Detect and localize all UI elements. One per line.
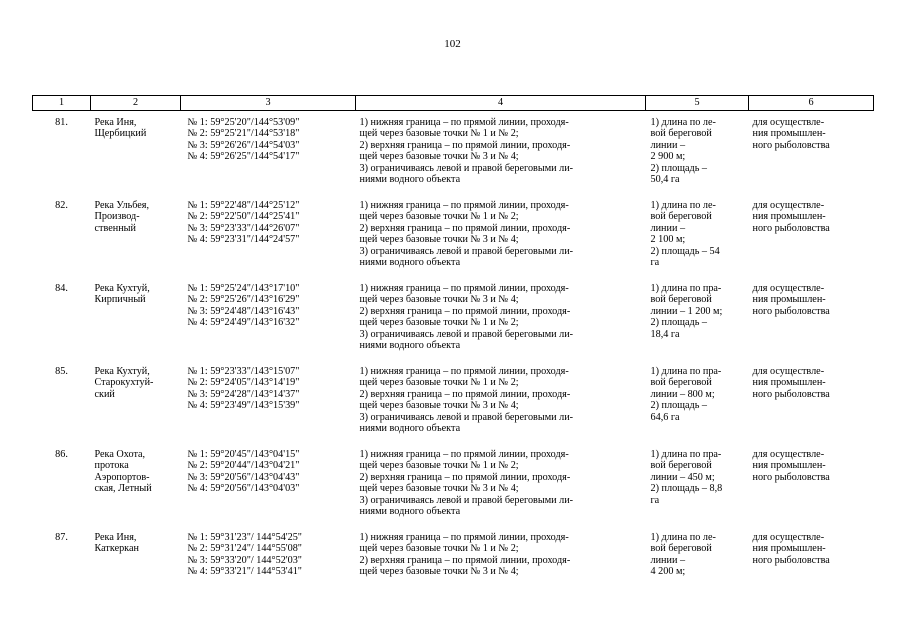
cell-coordinates [181, 526, 356, 592]
cell-boundaries [356, 443, 646, 526]
cell-boundaries [356, 526, 646, 592]
cell-boundaries-line: 3) ограничиваясь левой и правой береговыми ли- [359, 328, 574, 340]
cell-purpose-line: ния промышлен- [752, 460, 826, 472]
cell-length-area-line: 2 100 м; [650, 234, 686, 246]
cell-number: 84. [55, 283, 68, 294]
cell-site-name-line: Река Охота, [94, 449, 146, 460]
cell-length-area-line: линии – 800 м; [650, 388, 715, 400]
cell-coordinates [181, 443, 356, 526]
cell-boundaries-line: 2) верхняя граница – по прямой линии, проходя- [359, 139, 571, 151]
cell-purpose-line: ния промышлен- [752, 377, 826, 389]
header-row [33, 96, 874, 111]
cell-boundaries-line: 2) верхняя граница – по прямой линии, проходя- [359, 471, 571, 483]
cell-coordinates-line: № 4: 59°23'31"/144°24'57" [187, 234, 300, 246]
cell-length-area-line: линии – [650, 139, 686, 151]
cell-length-area-line: линии – 450 м; [650, 471, 715, 483]
col-header-1: 1 [33, 96, 91, 111]
cell-length-area-line: 4 200 м; [650, 566, 686, 578]
cell-length-area-line: 2) площадь – [650, 317, 707, 329]
cell-length-area-line: 2) площадь – [650, 162, 707, 174]
col-header-4: 4 [356, 96, 646, 111]
cell-boundaries-line: 1) нижняя граница – по прямой линии, проходя- [359, 366, 569, 377]
cell-length-area [646, 277, 749, 360]
cell-site-name-line: ственный [94, 222, 136, 234]
cell-site-name [91, 194, 181, 277]
cell-coordinates-line: № 1: 59°25'24"/143°17'10" [187, 283, 300, 294]
col-header-2: 2 [91, 96, 181, 111]
cell-purpose-line: ного рыболовства [752, 388, 830, 400]
cell-site-name-line: ская, Летный [94, 483, 152, 495]
cell-site-name-line: Кирпичный [94, 294, 146, 306]
cell-length-area-line: 2) площадь – 8,8 [650, 483, 723, 495]
cell-boundaries-line: 1) нижняя граница – по прямой линии, проходя- [359, 449, 569, 460]
cell-purpose-line: для осуществле- [752, 366, 825, 377]
cell-length-area [646, 360, 749, 443]
cell-site-name-line: Каткеркан [94, 543, 139, 555]
cell-coordinates-line: № 1: 59°22'48"/144°25'12" [187, 200, 300, 211]
cell-boundaries-line: щей через базовые точки № 1 и № 2; [359, 211, 519, 223]
cell-coordinates [181, 111, 356, 195]
cell-length-area-line: 2) площадь – 54 [650, 245, 720, 257]
cell-length-area-line: 1) длина по ле- [650, 532, 716, 543]
cell-boundaries-line: 2) верхняя граница – по прямой линии, проходя- [359, 388, 571, 400]
cell-length-area-line: линии – [650, 554, 686, 566]
cell-site-name-line: Река Иня, [94, 532, 137, 543]
cell-boundaries-line: 3) ограничиваясь левой и правой береговыми ли- [359, 494, 574, 506]
table-body [33, 111, 874, 593]
cell-coordinates-line: № 1: 59°20'45"/143°04'15" [187, 449, 300, 460]
cell-purpose-line: для осуществле- [752, 200, 825, 211]
col-header-6: 6 [749, 96, 874, 111]
cell-boundaries-line: ниями водного объекта [359, 423, 461, 435]
cell-coordinates-line: № 2: 59°25'26"/143°16'29" [187, 294, 300, 306]
cell-site-name [91, 111, 181, 195]
cell-coordinates [181, 277, 356, 360]
cell-purpose-line: для осуществле- [752, 283, 825, 294]
table-row [33, 194, 874, 277]
cell-boundaries-line: щей через базовые точки № 1 и № 2; [359, 460, 519, 472]
page-number: 102 [444, 38, 461, 50]
cell-site-name-line: Река Кухтуй, [94, 283, 150, 294]
cell-boundaries-line: 2) верхняя граница – по прямой линии, проходя- [359, 305, 571, 317]
cell-site-name [91, 526, 181, 592]
cell-purpose-line: ния промышлен- [752, 294, 826, 306]
cell-boundaries-line: щей через базовые точки № 1 и № 2; [359, 317, 519, 329]
cell-length-area-line: 1) длина по ле- [650, 117, 716, 128]
cell-purpose [749, 111, 874, 195]
cell-coordinates-line: № 3: 59°24'28"/143°14'37" [187, 388, 300, 400]
cell-number: 85. [55, 366, 68, 377]
cell-coordinates-line: № 2: 59°20'44"/143°04'21" [187, 460, 300, 472]
cell-coordinates-line: № 1: 59°23'33"/143°15'07" [187, 366, 300, 377]
cell-length-area-line: вой береговой [650, 294, 712, 306]
cell-length-area-line: 1) длина по ле- [650, 200, 716, 211]
cell-boundaries-line: щей через базовые точки № 3 и № 4; [359, 400, 519, 412]
cell-boundaries-line: ниями водного объекта [359, 506, 461, 518]
cell-length-area [646, 194, 749, 277]
cell-length-area-line: 18,4 га [650, 328, 680, 340]
cell-purpose-line: ного рыболовства [752, 222, 830, 234]
cell-length-area-line: 1) длина по пра- [650, 283, 722, 294]
cell-length-area [646, 443, 749, 526]
cell-length-area-line: вой береговой [650, 460, 712, 472]
cell-boundaries-line: 1) нижняя граница – по прямой линии, проходя- [359, 532, 569, 543]
cell-boundaries-line: 1) нижняя граница – по прямой линии, проходя- [359, 200, 569, 211]
cell-boundaries-line: 2) верхняя граница – по прямой линии, проходя- [359, 222, 571, 234]
cell-boundaries [356, 194, 646, 277]
cell-coordinates-line: № 4: 59°20'56"/143°04'03" [187, 483, 300, 495]
cell-boundaries [356, 360, 646, 443]
cell-site-name-line: Производ- [94, 211, 140, 223]
cell-length-area-line: 2 900 м; [650, 151, 686, 163]
cell-boundaries-line: 1) нижняя граница – по прямой линии, проходя- [359, 117, 569, 128]
cell-purpose-line: ного рыболовства [752, 471, 830, 483]
cell-site-name-line: Река Ульбея, [94, 200, 150, 211]
cell-purpose [749, 443, 874, 526]
cell-boundaries-line: 3) ограничиваясь левой и правой береговыми ли- [359, 162, 574, 174]
cell-number: 81. [55, 117, 68, 128]
cell-site-name [91, 443, 181, 526]
cell-boundaries-line: ниями водного объекта [359, 174, 461, 186]
cell-coordinates-line: № 3: 59°24'48"/143°16'43" [187, 305, 300, 317]
cell-number: 82. [55, 200, 68, 211]
cell-coordinates-line: № 1: 59°25'20"/144°53'09" [187, 117, 300, 128]
cell-boundaries-line: щей через базовые точки № 3 и № 4; [359, 483, 519, 495]
table-row [33, 360, 874, 443]
cell-coordinates-line: № 4: 59°26'25"/144°54'17" [187, 151, 300, 163]
cell-purpose-line: для осуществле- [752, 117, 825, 128]
cell-site-name-line: Река Кухтуй, [94, 366, 150, 377]
cell-length-area-line: 1) длина по пра- [650, 366, 722, 377]
cell-coordinates-line: № 2: 59°24'05"/143°14'19" [187, 377, 300, 389]
table-row [33, 443, 874, 526]
cell-boundaries-line: щей через базовые точки № 3 и № 4; [359, 234, 519, 246]
cell-boundaries-line: щей через базовые точки № 1 и № 2; [359, 543, 519, 555]
cell-site-name-line: протока [94, 460, 129, 472]
cell-site-name-line: Река Иня, [94, 117, 137, 128]
cell-length-area-line: линии – 1 200 м; [650, 305, 723, 317]
cell-coordinates [181, 360, 356, 443]
cell-boundaries-line: щей через базовые точки № 3 и № 4; [359, 294, 519, 306]
cell-length-area-line: 50,4 га [650, 174, 680, 186]
table-row [33, 277, 874, 360]
cell-purpose [749, 194, 874, 277]
cell-boundaries-line: щей через базовые точки № 1 и № 2; [359, 128, 519, 140]
cell-site-name-line: Щербицкий [94, 128, 147, 140]
cell-purpose-line: ния промышлен- [752, 128, 826, 140]
cell-length-area [646, 111, 749, 195]
cell-length-area [646, 526, 749, 592]
cell-coordinates-line: № 4: 59°24'49"/143°16'32" [187, 317, 300, 329]
cell-coordinates-line: № 2: 59°22'50"/144°25'41" [187, 211, 300, 223]
cell-length-area-line: 2) площадь – [650, 400, 707, 412]
cell-purpose [749, 277, 874, 360]
cell-boundaries-line: 2) верхняя граница – по прямой линии, проходя- [359, 554, 571, 566]
cell-purpose-line: ного рыболовства [752, 139, 830, 151]
cell-boundaries-line: ниями водного объекта [359, 340, 461, 352]
cell-site-name-line: Старокухтуй- [94, 377, 154, 389]
table-row [33, 526, 874, 592]
cell-site-name [91, 360, 181, 443]
cell-coordinates-line: № 4: 59°33'21"/ 144°53'41" [187, 566, 302, 578]
cell-purpose-line: ного рыболовства [752, 305, 830, 317]
cell-boundaries [356, 111, 646, 195]
cell-coordinates-line: № 2: 59°25'21"/144°53'18" [187, 128, 300, 140]
cell-coordinates-line: № 4: 59°23'49"/143°15'39" [187, 400, 300, 412]
cell-length-area-line: вой береговой [650, 543, 712, 555]
cell-purpose-line: ния промышлен- [752, 543, 826, 555]
cell-coordinates [181, 194, 356, 277]
cell-coordinates-line: № 1: 59°31'23"/ 144°54'25" [187, 532, 302, 543]
cell-site-name [91, 277, 181, 360]
cell-boundaries-line: 3) ограничиваясь левой и правой береговыми ли- [359, 245, 574, 257]
cell-coordinates-line: № 3: 59°23'33"/144°26'07" [187, 222, 300, 234]
cell-coordinates-line: № 3: 59°33'20"/ 144°52'03" [187, 554, 302, 566]
cell-length-area-line: га [650, 494, 660, 506]
cell-site-name-line: Аэропортов- [94, 471, 150, 483]
cell-coordinates-line: № 3: 59°26'26"/144°54'03" [187, 139, 300, 151]
cell-boundaries-line: щей через базовые точки № 3 и № 4; [359, 566, 519, 578]
cell-boundaries [356, 277, 646, 360]
cell-purpose-line: ного рыболовства [752, 554, 830, 566]
cell-length-area-line: вой береговой [650, 128, 712, 140]
cell-length-area-line: вой береговой [650, 377, 712, 389]
cell-length-area-line: линии – [650, 222, 686, 234]
cell-number: 87. [55, 532, 68, 543]
cell-purpose [749, 526, 874, 592]
cell-site-name-line: ский [94, 388, 115, 400]
col-header-5: 5 [646, 96, 749, 111]
cell-length-area-line: га [650, 257, 660, 269]
fishing-sites-table [32, 95, 874, 592]
cell-boundaries-line: 3) ограничиваясь левой и правой береговыми ли- [359, 411, 574, 423]
cell-purpose-line: для осуществле- [752, 532, 825, 543]
cell-coordinates-line: № 2: 59°31'24"/ 144°55'08" [187, 543, 302, 555]
cell-purpose-line: для осуществле- [752, 449, 825, 460]
cell-boundaries-line: ниями водного объекта [359, 257, 461, 269]
cell-length-area-line: вой береговой [650, 211, 712, 223]
cell-boundaries-line: щей через базовые точки № 3 и № 4; [359, 151, 519, 163]
cell-length-area-line: 64,6 га [650, 411, 680, 423]
cell-boundaries-line: 1) нижняя граница – по прямой линии, проходя- [359, 283, 569, 294]
cell-boundaries-line: щей через базовые точки № 1 и № 2; [359, 377, 519, 389]
cell-coordinates-line: № 3: 59°20'56"/143°04'43" [187, 471, 300, 483]
cell-purpose-line: ния промышлен- [752, 211, 826, 223]
col-header-3: 3 [181, 96, 356, 111]
cell-number: 86. [55, 449, 68, 460]
cell-length-area-line: 1) длина по пра- [650, 449, 722, 460]
cell-purpose [749, 360, 874, 443]
table-row [33, 111, 874, 195]
